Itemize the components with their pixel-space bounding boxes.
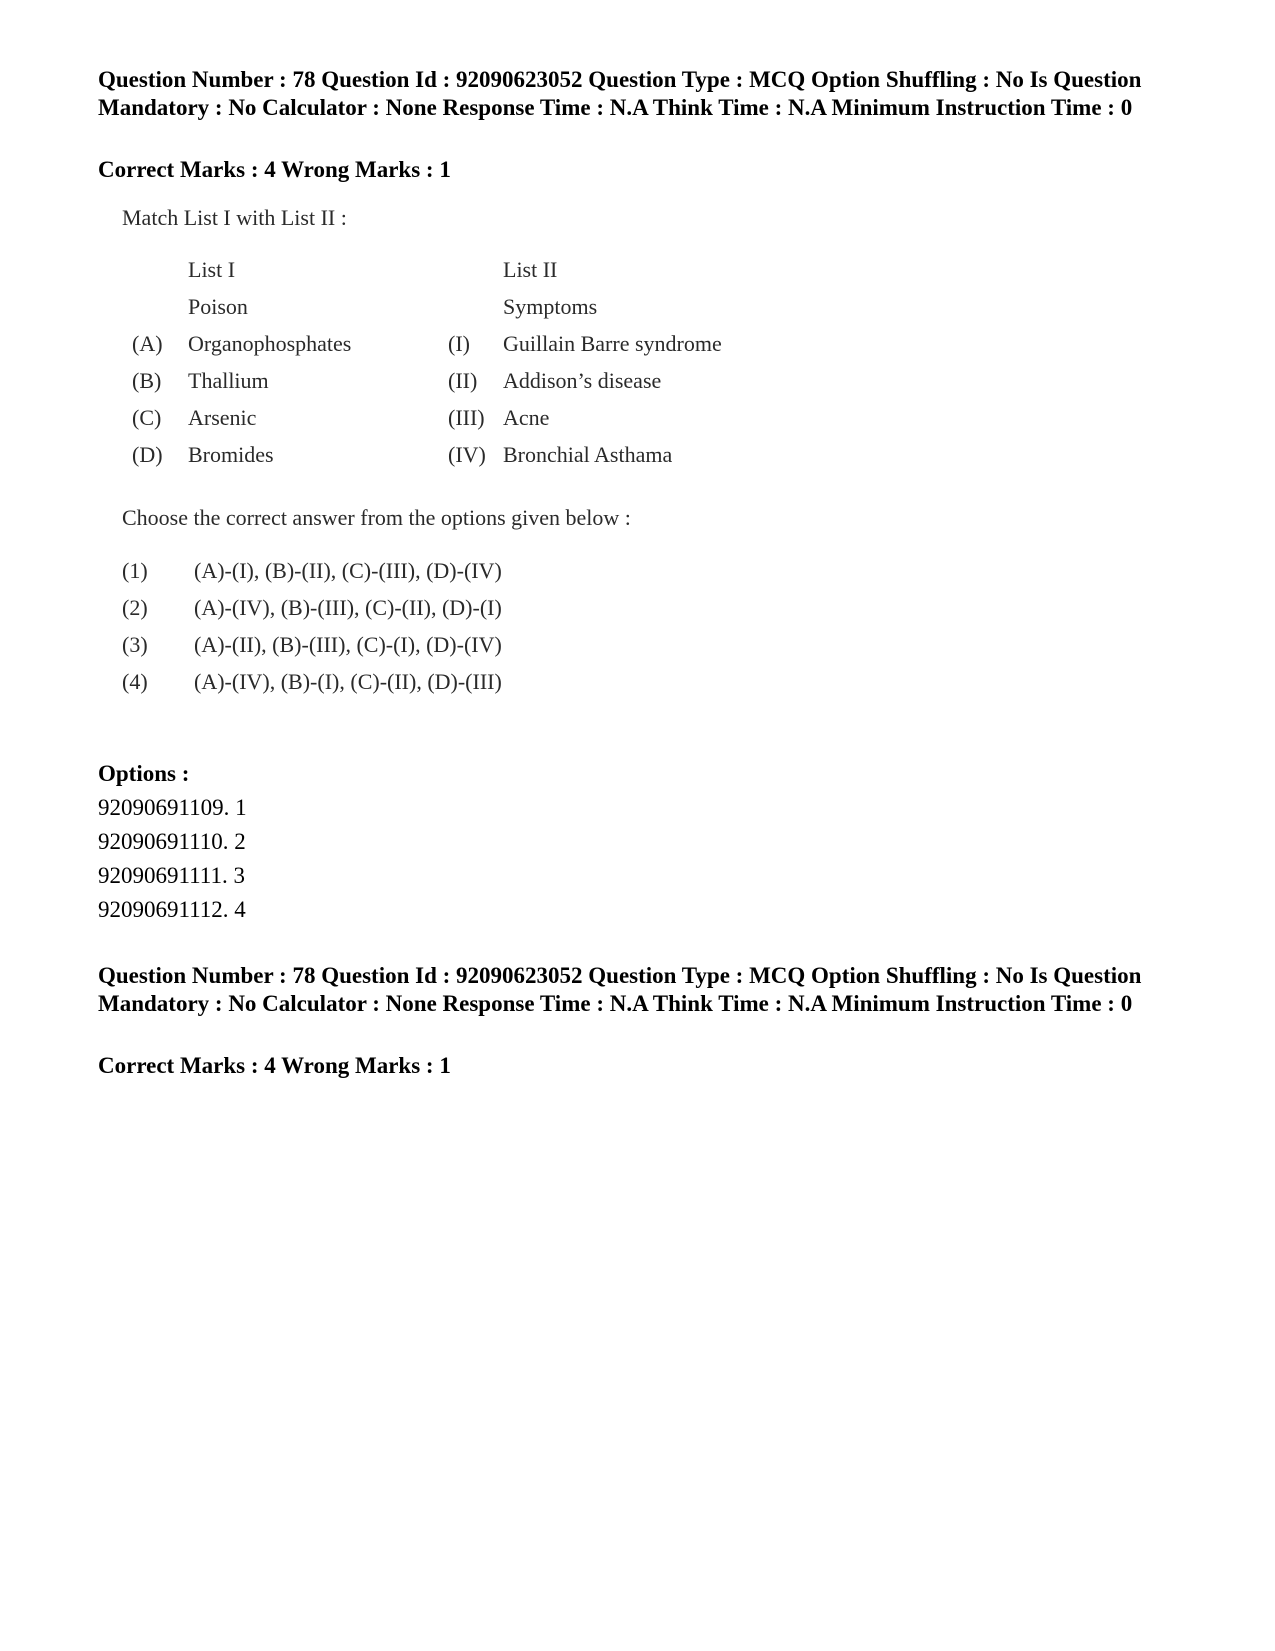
choice-text: (A)-(I), (B)-(II), (C)-(III), (D)-(IV) — [194, 558, 502, 583]
option-item: 92090691112. 4 — [98, 897, 246, 922]
list1-label: (A) — [132, 331, 163, 356]
option-item: 92090691110. 2 — [98, 829, 246, 854]
question-marks: Correct Marks : 4 Wrong Marks : 1 — [98, 157, 451, 182]
list2-item: Bronchial Asthama — [503, 442, 673, 467]
question-marks: Correct Marks : 4 Wrong Marks : 1 — [98, 1053, 451, 1078]
question-meta: Question Number : 78 Question Id : 92090623052 Question Type : MCQ Option Shuffling : No Is Question Mandatory : No Calculator : None Response Time : N.A Think Time : N.A Minimum Instruction Time : 0 — [98, 67, 1142, 120]
list2-label: (II) — [448, 368, 478, 393]
option-item: 92090691109. 1 — [98, 795, 247, 820]
options-title: Options : — [98, 761, 190, 786]
list1-item: Organophosphates — [188, 331, 352, 356]
list1-label: (C) — [132, 405, 162, 430]
choice-text: (A)-(IV), (B)-(III), (C)-(II), (D)-(I) — [194, 595, 502, 620]
list1-label: (B) — [132, 368, 162, 393]
list2-item: Addison’s disease — [503, 368, 662, 393]
choice-text: (A)-(IV), (B)-(I), (C)-(II), (D)-(III) — [194, 669, 502, 694]
list1-header: List I — [188, 257, 236, 282]
list1-label: (D) — [132, 442, 163, 467]
option-item: 92090691111. 3 — [98, 863, 245, 888]
list2-label: (IV) — [448, 442, 486, 467]
list2-header: List II — [503, 257, 558, 282]
list2-subheader: Symptoms — [503, 294, 598, 319]
question-meta: Question Number : 78 Question Id : 92090623052 Question Type : MCQ Option Shuffling : No Is Question Mandatory : No Calculator : None Response Time : N.A Think Time : N.A Minimum Instruction Time : 0 — [98, 963, 1142, 1016]
choice-number: (1) — [122, 558, 148, 583]
choice-number: (2) — [122, 595, 148, 620]
list2-item: Acne — [503, 405, 550, 430]
list1-item: Bromides — [188, 442, 274, 467]
list1-item: Arsenic — [188, 405, 257, 430]
list1-subheader: Poison — [188, 294, 248, 319]
question-instruction: Match List I with List II : — [122, 205, 347, 230]
question-image — [118, 205, 798, 715]
choice-text: (A)-(II), (B)-(III), (C)-(I), (D)-(IV) — [194, 632, 502, 657]
choice-number: (4) — [122, 669, 148, 694]
list2-label: (I) — [448, 331, 470, 356]
list2-item: Guillain Barre syndrome — [503, 331, 722, 356]
list2-label: (III) — [448, 405, 485, 430]
list1-item: Thallium — [188, 368, 269, 393]
choice-number: (3) — [122, 632, 148, 657]
choose-instruction: Choose the correct answer from the options given below : — [122, 505, 631, 530]
